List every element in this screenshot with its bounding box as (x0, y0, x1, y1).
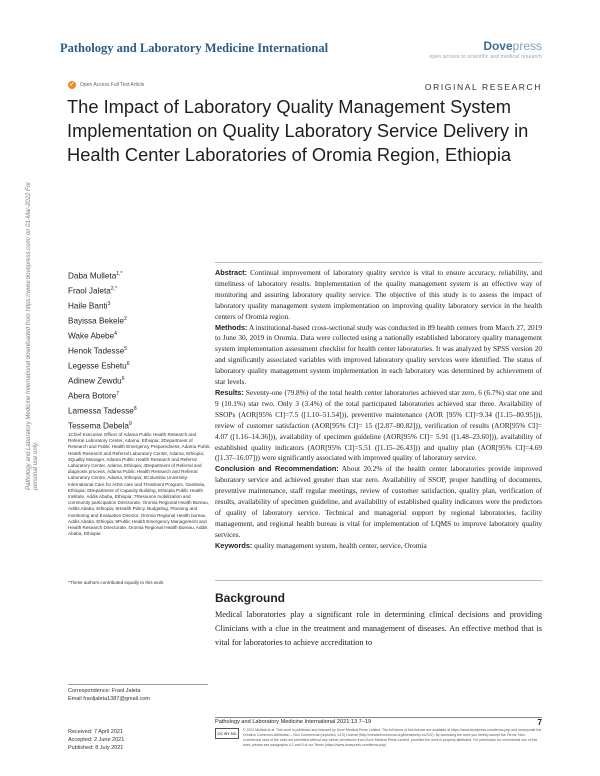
publisher-logo (483, 39, 542, 53)
conclusion-label: Conclusion and Recommendation: (215, 464, 339, 474)
correspondence (68, 687, 210, 703)
results-label: Results: (215, 387, 244, 397)
author-affiliation-marker: 2 (123, 316, 127, 323)
author-affiliation-marker: 8 (133, 406, 137, 413)
cc-license-badge[interactable]: CC BY NC (215, 728, 239, 739)
author-affiliation-marker: 6 (126, 361, 130, 368)
author-affiliation-marker: 4 (114, 331, 117, 338)
author-name (68, 328, 208, 343)
author-name (68, 283, 208, 298)
license-block (215, 728, 542, 748)
article-title: The Impact of Laboratory Quality Management System Implementation on Quality Laboratory Service Delivery in Health Center Laboratories of Oromia Region, Ethiopia (67, 96, 529, 165)
keywords-label: Keywords: (215, 540, 253, 550)
author-affiliation-marker: 2,* (110, 286, 117, 293)
publisher-bold: Dove (483, 39, 513, 53)
journal-name: Pathology and Laboratory Medicine International (60, 41, 329, 55)
author-name-text: Adinew Zewdu (68, 376, 122, 386)
author-name-text: Abera Botore (68, 391, 117, 401)
author-name-text: Lamessa Tadesse (68, 407, 134, 417)
abstract-block (215, 268, 542, 552)
author-name-text: Henok Tadesse (68, 346, 125, 356)
methods-text: A institutional-based cross-sectional study was conducted in 89 health centers from March 27, 2019 to June 30, 2019 in Oromia. Data were collected using a nationally established laboratory quality management system implementation assessment checklist for health center laboratories. It was analyzed by SPSS version 20 and significantly associated variables with improved laboratory quality services were identified. The status of laboratory quality management system implementation in each laboratory was determined by achievement of star levels. (215, 322, 542, 387)
abstract-top-rule (215, 262, 542, 263)
author-name (68, 403, 208, 418)
publisher-light: press (512, 39, 542, 53)
author-name-text: Tessema Debela (68, 422, 129, 432)
affiliations: 1Chief Executive Officer of Adama Public Health Research and Referral Laboratory Center, Adama, Ethiopia; 2Department of Research and Public Health Emergency Preparedness, Adama Public Health Research and Referral Laboratory Center, Adama, Ethiopia; 3Quality Manager, Adama Public Health Research and Referral Laboratory Center, Adama, Ethiopia; 4Department of Referral and diagnosis process, Adama Public Health Research and Referral Laboratory Centre, Adama, Ethiopia; 5Columbia University-International Care for AIDS care and Treatment Program, Gambela, Ethiopia; 6Department of Capacity Building, Ethiopia Public Health Institute, Addis Ababa, Ethiopia; 7Resource mobilization and community participation Directorate, Oromia Regional Health Bureau, Addis Ababa, Ethiopia; 8Health Policy, Budgeting, Planning and monitoring and Evaluation Director, Oromia Regional Health bureau Addis Ababa, Ethiopia; 9Public Health Emergency Management and Health Research Directorate, Oromia Regional Health Bureau, Addis Ababa, Ethiopia (68, 432, 210, 537)
author-affiliation-marker: 3 (107, 301, 111, 308)
open-access-label (68, 81, 144, 89)
author-name (68, 358, 208, 373)
open-access-icon: ✓ (69, 82, 75, 88)
results-text: Seventy-one (79.8%) of the total health center laboratories achieved star zero, 6 (6.7%) star one and 9 (10.1%) star two. Only 3 (3.4%) of the total participated laboratories achieved star three. Availability of SSOPs (AOR[95% CI]=7.5 ([1.10–51.54])), preventive maintenance (AOR [95% CI]=9.34 ([1.15–80.95])), review of customer satisfaction (AOR[95% CI]= 15 ([2.87–80.82])), verification of results (AOR[95% CI]= 4.07 ([1.16–14.36])), availability of specimen guideline (AOR[95% CI]= 5.91 ([1.48–23.60])), availability of established quality indicators (AOR[95% CI]=5.51 ([1.15–26.43])) and quality plan (AOR[95% CI]=4.69 ([1.37–16.07])) were significantly associated with improved quality of laboratory service. (215, 387, 542, 463)
author-affiliation-marker: 7 (116, 391, 120, 398)
article-dates (68, 729, 124, 752)
author-affiliation-marker: 1,* (116, 271, 123, 277)
footer-citation: Pathology and Laboratory Medicine International 2021:13 7–19 (215, 719, 372, 725)
published-date: Published: 8 July 2021 (68, 744, 124, 751)
background-text: Medical laboratories play a significant role in determining clinical decisions and providing Clinicians with a clue in the treatment and management of diseases. An effective method that is vital for laboratories to achieve accreditation to (215, 610, 542, 648)
author-name (68, 298, 208, 313)
article-type: ORIGINAL RESEARCH (424, 82, 542, 92)
author-name (68, 343, 208, 358)
background-heading: Background (215, 591, 286, 605)
author-name (68, 313, 208, 328)
download-note: Pathology and Laboratory Medicine International downloaded from https://www.dovepress.com/ on 01-Mar-2022 For personal use only. (26, 181, 39, 490)
author-name-text: Haile Banti (68, 301, 108, 311)
author-name (68, 373, 208, 388)
page-number: 7 (537, 718, 542, 727)
author-affiliation-marker: 6 (121, 376, 125, 383)
author-list (68, 268, 208, 433)
received-date: Received: 7 April 2021 (68, 729, 124, 735)
author-name-text: Fraol Jaleta (68, 286, 111, 296)
license-text: © 2021 Mulleta et al. This work is published and licensed by Dove Medical Press Limited. The full terms of this license are available at https://www.dovepress.com/terms.php and incorporate the Creative Commons Attribution – Non Commercial (unported, v3.0) License (http://creativecommons.org/licenses/by-nc/3.0/). By accessing the work you hereby accept the Terms. Non-commercial uses of the work are permitted without any further permission from Dove Medical Press Limited, provided the work is properly attributed. For permission for commercial use of this work, please see paragraphs 4.2 and 5 of our Terms (https://www.dovepress.com/terms.php). (243, 728, 542, 747)
conclusion-text: About 20.2% of the health center laboratories provide improved laboratory service and achieved greater than star zero. Availability of SSOP, proper handling of documents, preventive maintenance, staff regular meetings, review of customer satisfaction, quality plan, verification of results, availability of specimen guideline, and availability of established quality indicators were the predictors of quality of laboratory service. Technical and managerial support by regional laboratories, facility management, and regional health bureau is vital for implementation of LQMS to improve laboratory quality services. (215, 464, 543, 539)
accepted-date: Accepted: 2 June 2021 (68, 736, 125, 743)
author-name (68, 388, 208, 403)
correspondence-name: Correspondence: Fraol Jaleta (68, 688, 141, 694)
author-name-text: Bayissa Bekele (68, 316, 124, 326)
author-affiliation-marker: 9 (128, 421, 132, 428)
abstract-label: Abstract: (215, 268, 248, 277)
correspondence-email[interactable]: Email fraoljaleta1387@gmail.com (68, 696, 151, 702)
abstract-bottom-rule (215, 580, 542, 581)
correspondence-rule (68, 684, 208, 685)
publisher-tagline: open access to scientific and medical research (429, 54, 542, 60)
equal-contribution-note: *These authors contributed equally to this work (68, 580, 164, 585)
author-name-text: Legesse Eshetu (68, 361, 127, 371)
author-name (68, 268, 208, 283)
keywords-text: quality management system, health center, service, Oromia (252, 540, 427, 550)
methods-label: Methods: (215, 322, 248, 332)
author-name-text: Daba Mulleta (68, 271, 117, 281)
open-access-text: Open Access Full Text Article (80, 82, 145, 88)
abstract-text: Continual improvement of laboratory quality service is vital to ensure accuracy, reliability, and timeliness of laboratory results. Implementation of the quality management system is an effective way of monitoring and assuring laboratory quality service. The objective of this study is to assess the impact of laboratory quality management system implementation on improving quality laboratory service in the health centers of Oromia region. (215, 268, 542, 321)
footer-rule (215, 717, 542, 718)
author-affiliation-marker: 5 (124, 346, 128, 353)
author-name-text: Wake Abebe (68, 331, 115, 341)
